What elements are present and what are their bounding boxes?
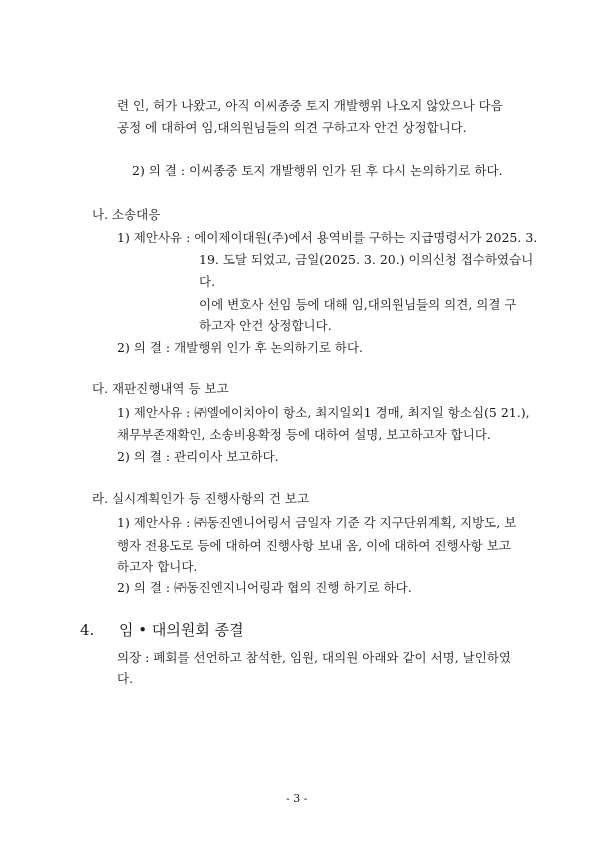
section-4-number: 4. bbox=[80, 621, 95, 639]
agenda-na-reason-line-3: 다. bbox=[199, 274, 216, 289]
agenda-ga-text-line-1: 련 인, 허가 나왔고, 아직 이씨종중 토지 개발행위 나오지 않았으나 다음 bbox=[117, 98, 503, 113]
agenda-na-reason-line-5: 하고자 안건 상정합니다. bbox=[199, 318, 332, 333]
agenda-ra-reason-line-1: 1) 제안사유 : ㈜동진엔니어링서 금일자 기준 각 지구단위계획, 지방도, 보 bbox=[117, 515, 517, 530]
agenda-ra-reason-line-2: 행자 전용도로 등에 대하여 진행사항 보내 옴, 이에 대하여 진행사항 보고 bbox=[117, 538, 511, 553]
agenda-ga-resolution: 2) 의 결 : 이씨종중 토지 개발행위 인가 된 후 다시 논의하기로 하다. bbox=[132, 163, 503, 178]
agenda-da-title: 다. 재판진행내역 등 보고 bbox=[92, 381, 229, 396]
page-number: - 3 - bbox=[286, 792, 308, 805]
agenda-na-reason-line-2: 19. 도달 되었고, 금일(2025. 3. 20.) 이의신청 접수하였습니 bbox=[199, 252, 534, 267]
section-4-text-line-2: 다. bbox=[117, 671, 134, 686]
agenda-da-resolution: 2) 의 결 : 관리이사 보고하다. bbox=[117, 449, 279, 464]
agenda-da-reason-line-2: 채무부존재확인, 소송비용확정 등에 대하여 설명, 보고하고자 합니다. bbox=[117, 427, 491, 442]
agenda-na-reason-line-1: 1) 제안사유 : 에이제이대원(주)에서 용역비를 구하는 지급명령서가 2025. 3. bbox=[117, 230, 538, 245]
section-4-title: 임 • 대의원회 종결 bbox=[119, 621, 244, 639]
agenda-ra-title: 라. 실시계획인가 등 진행사항의 건 보고 bbox=[92, 491, 310, 506]
section-4-text-line-1: 의장 : 폐회를 선언하고 참석한, 임원, 대의원 아래와 같이 서명, 날인하였 bbox=[117, 650, 511, 665]
agenda-na-reason-line-4: 이에 변호사 선임 등에 대해 임,대의원님들의 의견, 의결 구 bbox=[199, 297, 517, 312]
agenda-ra-resolution: 2) 의 결 : ㈜동진엔지니어링과 협의 진행 하기로 하다. bbox=[117, 580, 412, 595]
agenda-da-reason-line-1: 1) 제안사유 : ㈜엘에이치아이 항소, 최지일외1 경매, 최지일 항소심(5 21.), bbox=[117, 405, 530, 420]
agenda-na-title: 나. 소송대응 bbox=[92, 207, 161, 222]
agenda-na-resolution: 2) 의 결 : 개발행위 인가 후 논의하기로 하다. bbox=[117, 340, 364, 355]
agenda-ra-reason-line-3: 하고자 합니다. bbox=[117, 559, 198, 574]
agenda-ga-text-line-2: 공정 에 대하여 임,대의원님들의 의견 구하고자 안건 상정합니다. bbox=[117, 120, 467, 135]
